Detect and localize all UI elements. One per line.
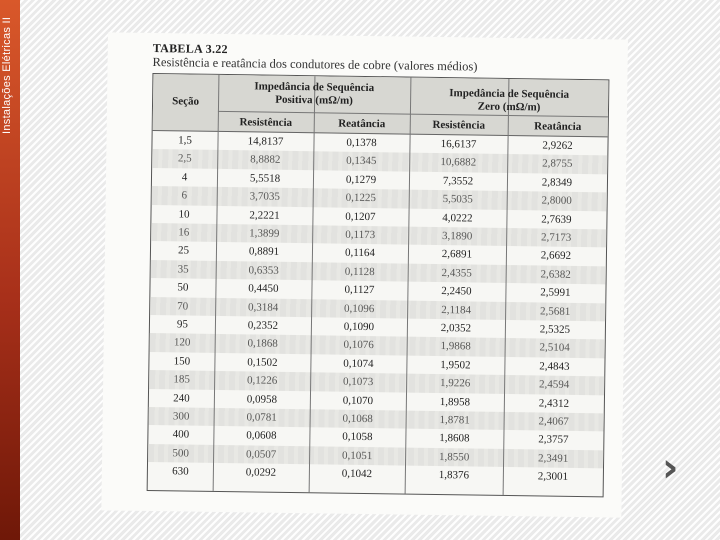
cell-reatancia-zero: 2,4843 — [539, 360, 570, 373]
cell-reatancia-zero: 2,3491 — [537, 452, 569, 465]
cell-resistencia-positiva: 8,8882 — [250, 153, 281, 167]
cell-reatancia-positiva: 0,1070 — [342, 394, 374, 407]
cell-reatancia-zero: 2,4067 — [538, 415, 569, 428]
cell-secao: 630 — [172, 465, 189, 478]
cell-resistencia-positiva: 1,3899 — [249, 227, 280, 240]
sidebar-accent-bar — [0, 0, 20, 540]
cell-resistencia-zero: 3,1890 — [442, 230, 473, 243]
cell-resistencia-zero: 7,3552 — [442, 174, 474, 188]
cell-resistencia-zero: 2,0352 — [440, 322, 472, 335]
cell-reatancia-zero: 2,9262 — [542, 139, 573, 152]
cell-resistencia-zero: 2,4355 — [441, 266, 472, 280]
cell-reatancia-positiva: 0,1076 — [343, 339, 374, 352]
cell-reatancia-zero: 2,5104 — [539, 341, 570, 355]
cell-resistencia-positiva: 0,3184 — [247, 300, 279, 314]
cell-secao: 500 — [172, 447, 189, 460]
cell-resistencia-positiva: 3,7035 — [249, 190, 280, 203]
cell-resistencia-zero: 1,9502 — [440, 358, 471, 372]
cell-reatancia-positiva: 0,1164 — [344, 247, 375, 260]
header-secao: Seção — [172, 95, 200, 108]
cell-secao: 95 — [176, 318, 189, 331]
header-positiva-line2: Positiva (mΩ/m) — [275, 93, 353, 107]
cell-reatancia-positiva: 0,1042 — [341, 467, 373, 481]
cell-secao: 300 — [172, 410, 190, 423]
cell-secao: 25 — [177, 244, 190, 257]
cell-resistencia-zero: 1,8958 — [439, 395, 471, 409]
cell-reatancia-positiva: 0,1068 — [342, 412, 373, 426]
cell-secao: 4 — [181, 171, 188, 184]
cell-resistencia-positiva: 0,0958 — [246, 392, 278, 406]
cell-reatancia-zero: 2,7639 — [541, 213, 572, 226]
cell-resistencia-positiva: 0,1226 — [246, 374, 278, 387]
cell-resistencia-positiva: 5,5518 — [249, 172, 281, 185]
cell-resistencia-zero: 1,8550 — [438, 450, 470, 464]
cell-reatancia-positiva: 0,1051 — [341, 449, 373, 462]
cell-secao: 16 — [178, 226, 190, 239]
cell-reatancia-positiva: 0,1127 — [344, 283, 375, 297]
cell-reatancia-positiva: 0,1378 — [346, 136, 377, 150]
chevron-right-icon[interactable]: › — [662, 445, 679, 491]
cell-secao: 50 — [177, 281, 189, 294]
cell-resistencia-positiva: 0,6353 — [248, 264, 279, 277]
cell-secao: 70 — [177, 299, 189, 313]
cell-reatancia-zero: 2,4594 — [538, 378, 570, 392]
cell-resistencia-positiva: 0,2352 — [247, 319, 279, 332]
cell-reatancia-positiva: 0,1173 — [345, 228, 376, 242]
cell-reatancia-zero: 2,6382 — [540, 268, 571, 281]
cell-reatancia-positiva: 0,1073 — [342, 375, 374, 389]
cell-reatancia-zero: 2,6692 — [540, 249, 572, 263]
header-zero-line1: Impedância de Sequência — [449, 87, 570, 101]
table-scan — [101, 32, 628, 517]
cell-reatancia-positiva: 0,1279 — [345, 173, 377, 186]
cell-resistencia-zero: 5,5035 — [442, 193, 473, 206]
cell-resistencia-zero: 4,0222 — [442, 211, 473, 225]
cell-reatancia-zero: 2,3757 — [538, 433, 569, 447]
cell-reatancia-zero: 2,3001 — [537, 470, 569, 484]
cell-reatancia-positiva: 0,1074 — [343, 357, 374, 370]
cell-reatancia-positiva: 0,1096 — [343, 302, 375, 315]
cell-reatancia-zero: 2,8000 — [541, 194, 572, 208]
cell-resistencia-positiva: 0,0292 — [245, 466, 277, 479]
cell-reatancia-zero: 2,7173 — [540, 231, 572, 244]
header-reatancia-positiva: Reatância — [338, 117, 386, 131]
cell-resistencia-zero: 10,6882 — [440, 156, 477, 169]
cell-resistencia-positiva: 2,2221 — [249, 208, 280, 222]
cell-secao: 2,5 — [177, 152, 192, 165]
cell-resistencia-positiva: 0,0781 — [246, 411, 277, 424]
cell-reatancia-positiva: 0,1225 — [345, 191, 376, 205]
cell-resistencia-zero: 1,9868 — [440, 340, 471, 353]
cell-secao: 240 — [173, 391, 190, 405]
cell-resistencia-positiva: 0,1868 — [247, 337, 278, 351]
cell-secao: 10 — [178, 207, 190, 221]
cell-resistencia-positiva: 0,1502 — [247, 356, 278, 369]
header-positiva-line1: Impedância de Sequência — [254, 80, 375, 95]
cell-reatancia-positiva: 0,1128 — [344, 265, 375, 278]
presentation-title: Instalações Elétricas II — [1, 16, 13, 134]
data-table — [147, 73, 610, 497]
table-caption: Resistência e reatância dos condutores de cobre (valores médios) — [152, 54, 478, 74]
cell-resistencia-zero: 1,8781 — [439, 414, 470, 427]
cell-reatancia-zero: 2,8349 — [541, 176, 573, 189]
header-reatancia-zero: Reatância — [534, 120, 582, 133]
cell-resistencia-zero: 1,9226 — [439, 377, 471, 390]
cell-resistencia-zero: 2,6891 — [441, 248, 473, 261]
cell-reatancia-zero: 2,5991 — [540, 286, 571, 300]
cell-resistencia-positiva: 0,0507 — [245, 448, 277, 461]
cell-reatancia-zero: 2,8755 — [542, 157, 573, 171]
cell-reatancia-zero: 2,5681 — [539, 305, 571, 318]
cell-reatancia-positiva: 0,1207 — [345, 210, 376, 223]
cell-reatancia-zero: 2,5325 — [539, 323, 571, 336]
cell-secao: 120 — [173, 336, 191, 349]
cell-reatancia-positiva: 0,1058 — [342, 431, 373, 444]
cell-resistencia-zero: 16,6137 — [440, 138, 477, 151]
cell-secao: 400 — [172, 428, 190, 441]
cell-resistencia-positiva: 0,0608 — [246, 429, 277, 443]
header-zero-line2: Zero (mΩ/m) — [477, 100, 541, 114]
cell-resistencia-zero: 1,8376 — [438, 469, 470, 482]
header-resistencia-positiva: Resistência — [239, 116, 293, 129]
cell-resistencia-zero: 1,8608 — [439, 432, 470, 445]
cell-resistencia-zero: 2,2450 — [441, 285, 472, 298]
header-resistencia-zero: Resistência — [432, 118, 486, 132]
cell-reatancia-positiva: 0,1345 — [346, 155, 377, 168]
cell-reatancia-positiva: 0,1090 — [343, 320, 375, 334]
table-title: TABELA 3.22 — [152, 40, 229, 57]
cell-secao: 35 — [177, 263, 189, 276]
cell-resistencia-positiva: 14,8137 — [247, 135, 284, 148]
cell-resistencia-positiva: 0,4450 — [248, 282, 279, 295]
cell-secao: 185 — [173, 373, 191, 386]
cell-resistencia-zero: 2,1184 — [441, 303, 472, 317]
cell-secao: 150 — [173, 355, 191, 368]
cell-reatancia-zero: 2,4312 — [538, 397, 570, 410]
cell-secao: 1,5 — [178, 134, 192, 147]
cell-resistencia-positiva: 0,8891 — [248, 245, 280, 259]
cell-secao: 6 — [181, 189, 188, 202]
